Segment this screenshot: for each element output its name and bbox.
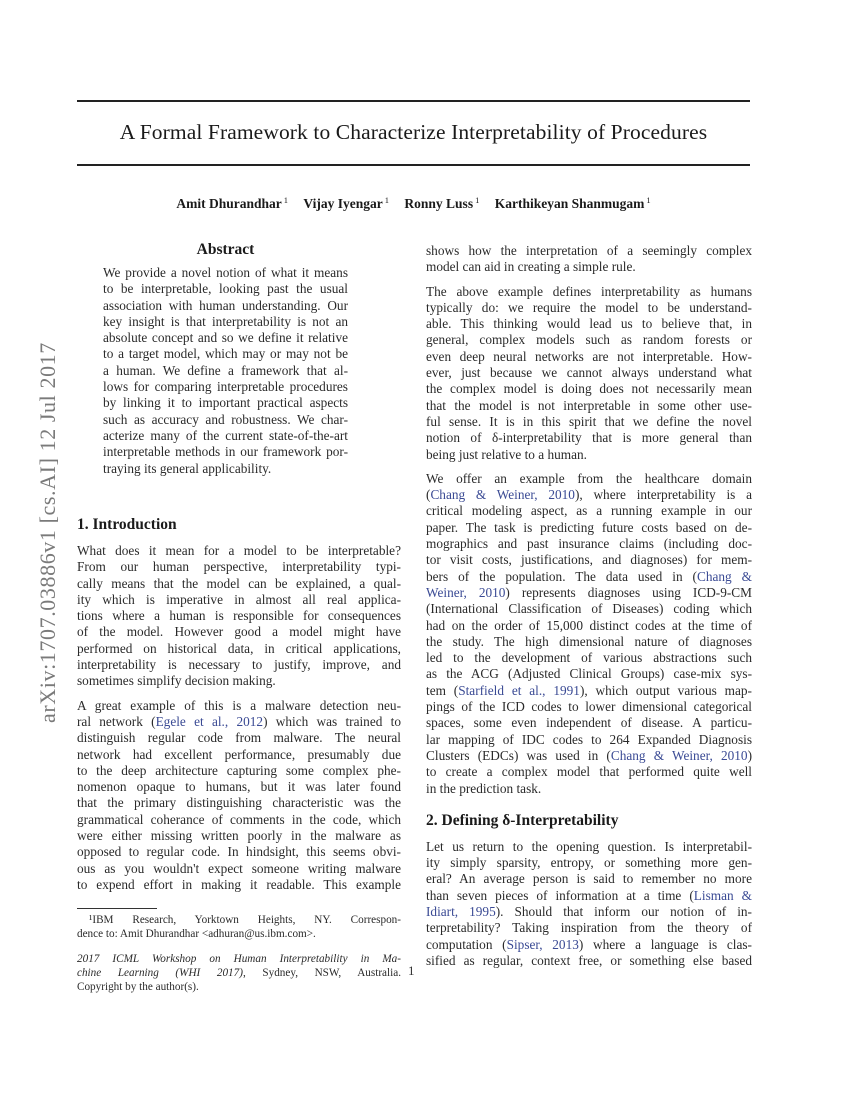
venue-name: chine Learning (WHI 2017) [77, 967, 243, 979]
text-run: lar mapping of IDC codes to 264 Expanded Diagnosis [426, 731, 752, 747]
text-line [426, 888, 752, 904]
text-line: absolute concept and so we define it relative [103, 330, 348, 346]
text-line [426, 764, 752, 780]
author-name: Amit Dhurandhar [176, 196, 282, 211]
text-run: to expend effort in making it readable. This example [77, 876, 401, 892]
text-line [426, 748, 752, 764]
venue-note: 2017 ICML Workshop on Human Interpretability in Ma- [77, 953, 401, 965]
text-line [426, 953, 752, 969]
author [495, 196, 651, 211]
text-line: ity which is imperative in almost all real applica- [77, 591, 401, 607]
text-run: tem ( [426, 682, 459, 698]
text-run: pings of the ICD codes to lower dimensional categorical [426, 699, 752, 715]
text-line [426, 634, 752, 650]
text-line: tions where a human is responsible for consequences [77, 608, 401, 624]
paragraph [426, 839, 752, 969]
text-line [77, 763, 401, 779]
text-line: being just relative to a human. [426, 446, 587, 462]
citation-link[interactable]: Weiner, 2010 [426, 584, 506, 600]
text-line [77, 730, 401, 746]
text-line [77, 714, 401, 730]
text-run: computation ( [426, 936, 507, 952]
text-run: ( [426, 487, 431, 503]
text-line [426, 839, 752, 855]
text-run: network had excellent performance, presumably due [77, 746, 401, 762]
text-line [426, 536, 752, 552]
paragraph [426, 284, 752, 463]
text-line [426, 855, 752, 871]
text-line [426, 585, 752, 601]
abstract-heading: Abstract [196, 241, 255, 258]
text-line [426, 650, 752, 666]
text-line [426, 732, 752, 748]
text-run: bers of the population. The data used in ( [426, 568, 697, 584]
affiliation-mark: 1 [283, 195, 289, 205]
author-list [77, 195, 750, 212]
abstract-body [103, 265, 348, 477]
affiliation-mark: 1 [384, 195, 390, 205]
text-line [426, 520, 752, 536]
text-line: acterize many of the current state-of-the-art [103, 427, 348, 443]
text-line: of the model. However good a model might have [77, 624, 401, 640]
footnote-rule [77, 908, 157, 909]
text-line [426, 503, 752, 519]
author [404, 196, 479, 211]
text-line: We provide a novel notion of what it means [103, 265, 348, 280]
text-run: that the primary distinguishing characteristic was the [77, 795, 401, 811]
text-line [77, 844, 401, 860]
text-line: What does it mean for a model to be interpretable? [77, 543, 401, 558]
text-run: eral? An average person is said to remember no more [426, 871, 752, 887]
text-run: as the ACG (Adjusted Clinical Groups) case-mix sys- [426, 666, 752, 682]
page-number: 1 [408, 963, 415, 978]
paper-title: A Formal Framework to Characterize Interpretability of Procedures [119, 120, 708, 144]
text-line: such as accuracy and robustness. We char- [103, 411, 348, 427]
text-line [426, 552, 752, 568]
text-line: performed on historical data, in critical applications, [77, 640, 401, 656]
text-line: to be interpretable, looking past the usual [103, 281, 348, 297]
citation-link[interactable]: Idiart, 1995 [426, 903, 496, 919]
text-run: (International Classification of Diseases) coding which [426, 601, 752, 617]
text-line [77, 698, 401, 714]
text-run: led to the development of various abstractions such [426, 650, 752, 666]
text-run: ral network ( [77, 713, 156, 729]
text-line [77, 747, 401, 763]
text-line: that the model is not interpretable in some other use- [426, 397, 752, 413]
text-run: ) where a language is clas- [578, 936, 752, 952]
text-line: the complex model is doing does not necessarily mean [426, 381, 752, 397]
text-run: nomenon opaque to humans, but it was later found [77, 779, 401, 795]
text-line: general, complex models such as random forests or [426, 332, 752, 348]
text-line [426, 471, 752, 487]
text-line: even deep neural networks are not interpretable. How- [426, 348, 752, 364]
right-column [426, 243, 752, 969]
text-line: sometimes simplify decision making. [77, 673, 276, 689]
citation-link[interactable]: Chang & Weiner, 2010 [430, 487, 575, 503]
text-run: ous as you wouldn't expect someone writing malware [77, 860, 401, 876]
text-line: interpretable methods in our framework por- [103, 444, 348, 460]
text-run: to create a complex model that performed quite well [426, 764, 752, 780]
text-run: ) represents diagnoses using ICD-9-CM [505, 584, 752, 600]
text-line: traying its general applicability. [103, 460, 272, 476]
text-line: ful sense. It is in this spirit that we define the novel [426, 413, 752, 429]
text-line [426, 683, 752, 699]
text-line: able. This thinking would lead us to believe that, in [426, 316, 752, 332]
text-run: critical modeling aspect, as a running example in our [426, 503, 752, 519]
text-run: opposed to regular code. In hindsight, this seems obvi- [77, 844, 401, 860]
author [176, 196, 288, 211]
citation-link[interactable]: Starfield et al., 1991 [458, 682, 580, 698]
text-line: shows how the interpretation of a seemingly complex [426, 243, 752, 258]
text-line [426, 937, 752, 953]
text-run: the study. The high dimensional nature of diagnoses [426, 633, 752, 649]
text-line: lows for comparing interpretable procedures [103, 379, 348, 395]
text-run: paper. The task is predicting future costs based on de- [426, 519, 752, 535]
abstract-block [103, 241, 348, 477]
text-line [426, 920, 752, 936]
paragraph [426, 243, 752, 276]
introduction-section [77, 515, 401, 893]
text-run: mographics and past insurance claims (including doc- [426, 536, 752, 552]
text-run: spaces, some even independent of disease. A particu- [426, 715, 752, 731]
text-line [77, 861, 401, 877]
text-line [426, 904, 752, 920]
author [303, 196, 389, 211]
venue-location: , Sydney, NSW, Australia. [242, 967, 401, 979]
text-run: distinguish regular code from malware. The neural [77, 730, 401, 746]
citation-link[interactable]: Chang & [696, 568, 752, 584]
text-line: ever, just because we cannot always understand what [426, 365, 752, 381]
text-line [426, 715, 752, 731]
text-run: ) [747, 747, 752, 763]
text-line: cally means that the model can be explained, a qual- [77, 575, 401, 591]
text-run: sified as regular, context free, or something else based [426, 952, 752, 968]
text-line [77, 812, 401, 828]
text-run: ) which was trained to [263, 713, 401, 729]
text-line [77, 779, 401, 795]
text-run: than seven pieces of information at a time ( [426, 887, 694, 903]
text-line: association with human understanding. Our [103, 297, 348, 313]
text-line [426, 569, 752, 585]
affiliation-mark: 1 [475, 195, 480, 205]
arxiv-stamp: arXiv:1707.03886v1 [cs.AI] 12 Jul 2017 [35, 342, 60, 723]
text-run: grammatical coherance of comments in the code, which [77, 811, 401, 827]
author-name: Karthikeyan Shanmugam [494, 196, 645, 211]
text-line [77, 877, 401, 893]
text-line [426, 487, 752, 503]
text-run: Let us return to the opening question. Is interpretabil- [426, 838, 752, 854]
text-line [426, 699, 752, 715]
text-run: ). Should that inform our notion of in- [495, 903, 752, 919]
author-name: Vijay Iyengar [303, 196, 383, 211]
text-line: to a target model, which may or may not be [103, 346, 348, 362]
title-bottom-rule [77, 164, 750, 166]
text-run: ), where interpretability is a [574, 487, 752, 503]
text-run: We offer an example from the healthcare domain [426, 470, 752, 486]
paragraph [426, 471, 752, 797]
text-line: typically do: we require the model to be understand- [426, 299, 752, 315]
paragraph [77, 698, 401, 894]
text-line: a human. We define a framework that al- [103, 362, 348, 378]
section-heading-defining-delta-interpretability: 2. Defining δ-Interpretability [426, 811, 619, 829]
citation-link[interactable]: Egele et al., 2012 [155, 713, 264, 729]
text-run: A great example of this is a malware detection neu- [77, 697, 401, 713]
footnote-affiliation: dence to: Amit Dhurandhar <adhuran@us.ibm.com>. [77, 928, 316, 940]
footnote-affiliation: ¹IBM Research, Yorktown Heights, NY. Correspon- [89, 914, 401, 926]
text-line [426, 666, 752, 682]
text-line: key insight is that interpretability is not an [103, 313, 348, 329]
text-line: interpretability is necessary to justify, improve, and [77, 657, 401, 673]
text-line [77, 828, 401, 844]
text-line [426, 871, 752, 887]
text-line: The above example defines interpretability as humans [426, 283, 752, 299]
affiliation-mark: 1 [646, 195, 651, 205]
text-run: to the deep architecture capturing some complex phe- [77, 762, 401, 778]
paragraph [77, 543, 401, 690]
citation-link[interactable]: Lisman & [693, 887, 752, 903]
citation-link[interactable]: Sipser, 2013 [506, 936, 579, 952]
text-line [426, 781, 752, 797]
text-line [426, 618, 752, 634]
title-top-rule [77, 100, 750, 102]
section-heading-introduction: 1. Introduction [77, 516, 177, 533]
text-run: ), which output various map- [579, 682, 752, 698]
text-run: had on the order of 15,000 distinct codes at the time of [426, 617, 752, 633]
text-run: were either missing written poorly in the malware as [77, 828, 401, 844]
venue-note [77, 966, 401, 980]
text-line [426, 601, 752, 617]
author-name: Ronny Luss [404, 196, 474, 211]
text-run: in the prediction task. [426, 780, 542, 796]
citation-link[interactable]: Chang & Weiner, 2010 [610, 747, 748, 763]
text-run: Clusters (EDCs) was used in ( [426, 747, 611, 763]
copyright-note: Copyright by the author(s). [77, 981, 199, 993]
footnotes [77, 904, 401, 994]
text-run: terpretability? Taking inspiration from the theory of [426, 920, 752, 936]
text-run: ity simply sparsity, entropy, or something more gen- [426, 855, 752, 871]
text-line [77, 795, 401, 811]
text-line: From our human perspective, interpretability typi- [77, 559, 401, 575]
text-line: model can aid in creating a simple rule. [426, 259, 636, 275]
text-line: by linking it to important practical aspects [103, 395, 348, 411]
text-line: notion of δ-interpretability that is more general than [426, 430, 752, 446]
text-run: tor visit costs, justifications, and diagnoses) for mem- [426, 552, 752, 568]
